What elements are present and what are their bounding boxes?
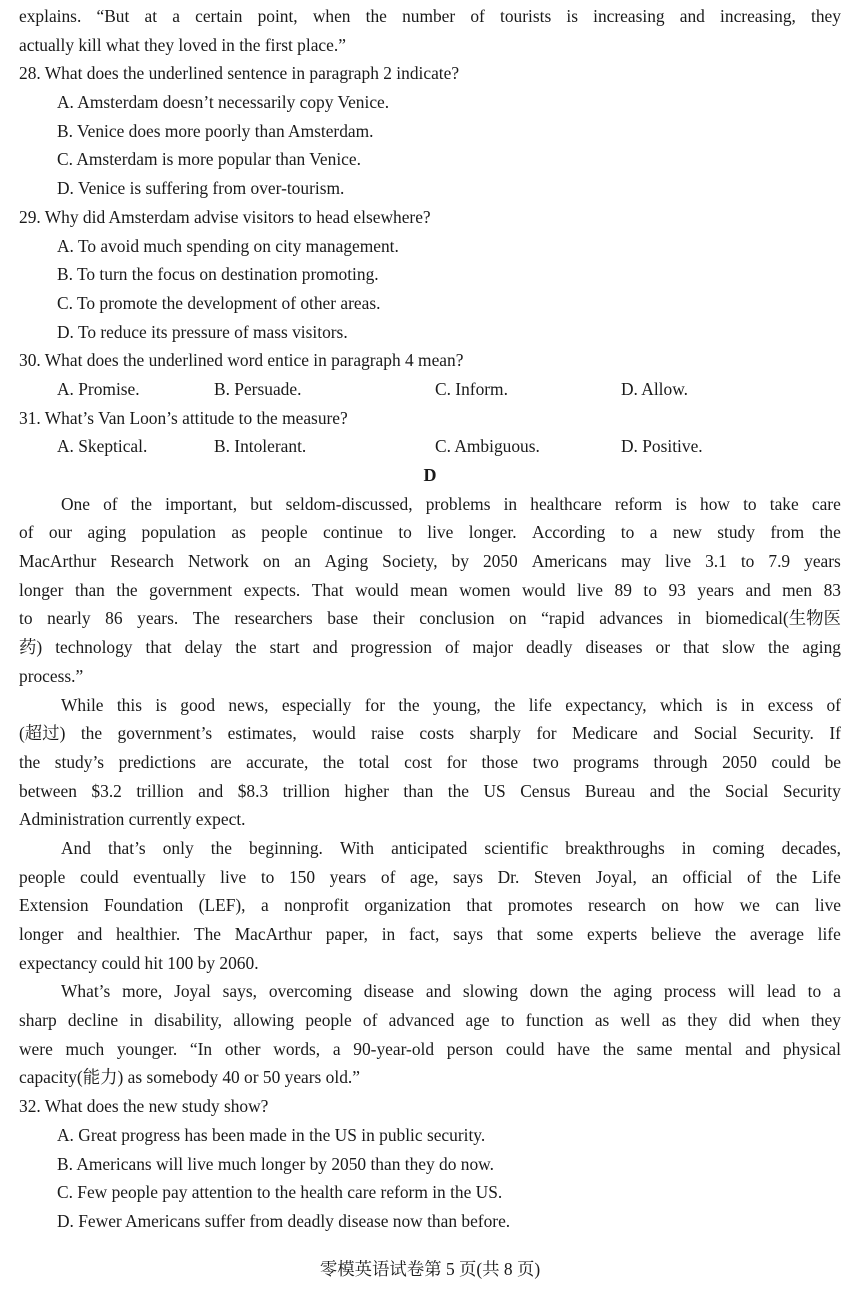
section-d-paragraph-3 bbox=[19, 834, 841, 977]
paragraph-line: longer than the government expects. That would mean women would live 89 to 93 years and men 83 bbox=[19, 579, 841, 600]
paragraph-line: MacArthur Research Network on an Aging Society, by 2050 Americans may live 3.1 to 7.9 years bbox=[19, 551, 841, 572]
paragraph-line: were much younger. “In other words, a 90-year-old person could have the same mental and physical bbox=[19, 1038, 841, 1059]
paragraph-line: the study’s predictions are accurate, the total cost for those two programs through 2050 could be bbox=[19, 751, 841, 772]
question-30-stem: 30. What does the underlined word entice in paragraph 4 mean? bbox=[19, 350, 464, 371]
question-29-stem: 29. Why did Amsterdam advise visitors to head elsewhere? bbox=[19, 206, 431, 227]
paragraph-line: of our aging population as people continue to live longer. According to a new study from the bbox=[19, 522, 841, 543]
paragraph-line: One of the important, but seldom-discussed, problems in healthcare reform is how to take care bbox=[61, 493, 841, 514]
question-31-option-c: C. Ambiguous. bbox=[435, 436, 540, 457]
paragraph-line: What’s more, Joyal says, overcoming disease and slowing down the aging process will lead to a bbox=[61, 981, 841, 1002]
question-31-option-a: A. Skeptical. bbox=[57, 436, 148, 457]
section-d-paragraph-2 bbox=[19, 691, 841, 834]
question-30-options bbox=[19, 375, 841, 404]
paragraph-line: capacity(能力) as somebody 40 or 50 years old.” bbox=[19, 1067, 360, 1088]
question-31-options bbox=[19, 432, 841, 461]
question-30-option-d: D. Allow. bbox=[621, 378, 688, 399]
question-31-option-d: D. Positive. bbox=[621, 436, 703, 457]
question-29-option-b: B. To turn the focus on destination promoting. bbox=[57, 264, 379, 285]
question-30-option-c: C. Inform. bbox=[435, 378, 508, 399]
paragraph-line: (超过) the government’s estimates, would raise costs sharply for Medicare and Social Security. If bbox=[19, 723, 841, 744]
passage-c-line-1: explains. “But at a certain point, when the number of tourists is increasing and increasing, they bbox=[19, 6, 841, 26]
question-31-option-b: B. Intolerant. bbox=[214, 436, 307, 457]
question-32-option-d: D. Fewer Americans suffer from deadly disease now than before. bbox=[57, 1210, 511, 1231]
paragraph-line: Administration currently expect. bbox=[19, 809, 246, 830]
question-28-option-b: B. Venice does more poorly than Amsterdam. bbox=[57, 120, 374, 141]
paragraph-line: between $3.2 trillion and $8.3 trillion higher than the US Census Bureau and the Social Security bbox=[19, 780, 841, 801]
question-32-option-b: B. Americans will live much longer by 2050 than they do now. bbox=[57, 1153, 494, 1174]
paragraph-line: 药) technology that delay the start and progression of major deadly diseases or that slow the aging bbox=[19, 637, 841, 658]
question-32-option-c: C. Few people pay attention to the health care reform in the US. bbox=[57, 1182, 503, 1203]
passage-c-line-2: actually kill what they loved in the first place.” bbox=[19, 34, 346, 55]
paragraph-line: people could eventually live to 150 years of age, says Dr. Steven Joyal, an official of the Life bbox=[19, 866, 841, 887]
section-d-paragraph-1 bbox=[19, 490, 841, 691]
paragraph-line: Extension Foundation (LEF), a nonprofit organization that promotes research on how we can live bbox=[19, 895, 841, 916]
question-32-option-a: A. Great progress has been made in the US in public security. bbox=[57, 1124, 486, 1145]
question-32-stem: 32. What does the new study show? bbox=[19, 1096, 269, 1117]
question-31-stem: 31. What’s Van Loon’s attitude to the measure? bbox=[19, 407, 348, 428]
paragraph-line: While this is good news, especially for the young, the life expectancy, which is in excess of bbox=[61, 694, 841, 715]
paragraph-line: process.” bbox=[19, 665, 84, 686]
question-28-option-c: C. Amsterdam is more popular than Venice. bbox=[57, 149, 361, 170]
section-d-paragraph-4 bbox=[19, 977, 841, 1092]
paragraph-line: And that’s only the beginning. With anticipated scientific breakthroughs in coming decades, bbox=[61, 837, 841, 858]
page-footer: 零模英语试卷第 5 页(共 8 页) bbox=[319, 1259, 541, 1279]
question-30-option-b: B. Persuade. bbox=[214, 378, 302, 399]
paragraph-line: longer and healthier. The MacArthur paper, in fact, says that some experts believe the average life bbox=[19, 924, 841, 944]
question-28-stem: 28. What does the underlined sentence in paragraph 2 indicate? bbox=[19, 63, 460, 84]
question-30-option-a: A. Promise. bbox=[57, 378, 140, 399]
exam-page bbox=[19, 0, 841, 1236]
question-28-option-a: A. Amsterdam doesn’t necessarily copy Venice. bbox=[57, 92, 390, 113]
question-29-option-d: D. To reduce its pressure of mass visitors. bbox=[57, 321, 348, 342]
question-28-option-d: D. Venice is suffering from over-tourism. bbox=[57, 178, 345, 199]
question-29-option-a: A. To avoid much spending on city management. bbox=[57, 235, 399, 256]
paragraph-line: expectancy could hit 100 by 2060. bbox=[19, 952, 259, 973]
paragraph-line: to nearly 86 years. The researchers base their conclusion on “rapid advances in biomedical(生物医 bbox=[19, 608, 841, 629]
paragraph-line: sharp decline in disability, allowing people of advanced age to function as well as they did when they bbox=[19, 1010, 841, 1031]
question-29-option-c: C. To promote the development of other areas. bbox=[57, 292, 381, 313]
section-d-heading: D bbox=[423, 465, 437, 485]
